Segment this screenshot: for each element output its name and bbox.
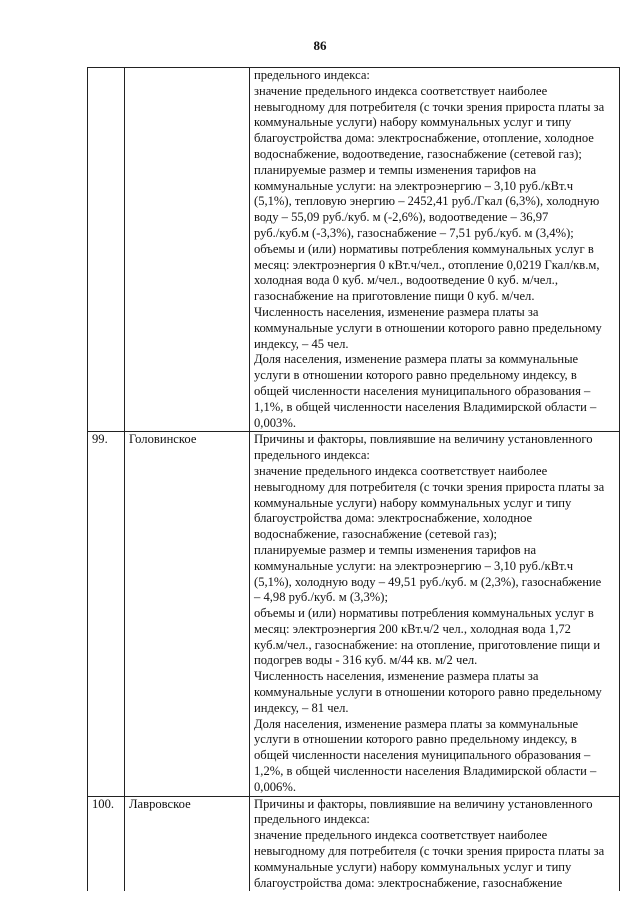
description-line: благоустройства дома: электроснабжение, отопление, холодное <box>254 131 594 146</box>
description-line: индексу, – 81 чел. <box>254 700 349 715</box>
description-line: Доля населения, изменение размера платы за коммунальные <box>254 352 579 367</box>
description-line: водоснабжение, газоснабжение (сетевой газ); <box>254 527 498 542</box>
description-line: общей численности населения муниципального образования – <box>254 748 591 763</box>
description-line: коммунальные услуги в отношении которого равно предельному <box>254 320 602 335</box>
description-line: воду – 55,09 руб./куб. м (-2,6%), водоотведение – 36,97 <box>254 210 549 225</box>
description-line: (5,1%), тепловую энергию – 2452,41 руб./Гкал (6,3%), холодную <box>254 194 600 209</box>
description-line: 0,006%. <box>254 779 296 794</box>
table-body <box>88 68 620 892</box>
municipality-name: Головинское <box>125 432 250 796</box>
description-line: (5,1%), холодную воду – 49,51 руб./куб. м (2,3%), газоснабжение <box>254 574 602 589</box>
table-row <box>88 432 620 796</box>
description-line: услуги в отношении которого равно предельному индексу, в <box>254 732 577 747</box>
description-line: предельного индекса: <box>254 812 370 827</box>
description-line: Причины и факторы, повлиявшие на величину установленного <box>254 432 593 447</box>
description-line: невыгодному для потребителя (с точки зрения прироста платы за <box>254 479 605 494</box>
description-line: благоустройства дома: электроснабжение, газоснабжение <box>254 875 563 890</box>
municipality-name: Лавровское <box>125 796 250 891</box>
table-row <box>88 796 620 891</box>
description-line: руб./куб.м (-3,3%), газоснабжение – 7,51 руб./куб. м (3,4%); <box>254 225 574 240</box>
description-cell <box>250 68 620 432</box>
description-line: общей численности населения муниципального образования – <box>254 383 591 398</box>
description-line: месяц: электроэнергия 200 кВт.ч/2 чел., холодная вода 1,72 <box>254 621 571 636</box>
description-line: коммунальные услуги в отношении которого равно предельному <box>254 685 602 700</box>
row-number: 99. <box>88 432 125 796</box>
description-line: планируемые размер и темпы изменения тарифов на <box>254 542 537 557</box>
description-line: индексу, – 45 чел. <box>254 336 349 351</box>
description-line: коммунальные услуги) набору коммунальных услуг и типу <box>254 115 572 130</box>
description-line: объемы и (или) нормативы потребления коммунальных услуг в <box>254 241 594 256</box>
description-line: 1,1%, в общей численности населения Владимирской области – <box>254 399 597 414</box>
description-line: объемы и (или) нормативы потребления коммунальных услуг в <box>254 606 594 621</box>
description-line: холодная вода 0 куб. м/чел., водоотведение 0 куб. м/чел., <box>254 273 558 288</box>
row-number <box>88 68 125 432</box>
description-line: Доля населения, изменение размера платы за коммунальные <box>254 716 579 731</box>
description-line: водоснабжение, водоотведение, газоснабжение (сетевой газ); <box>254 146 582 161</box>
description-line: планируемые размер и темпы изменения тарифов на <box>254 162 537 177</box>
row-number: 100. <box>88 796 125 891</box>
description-line: куб.м/чел., газоснабжение: на отопление, приготовление пищи и <box>254 637 601 652</box>
page-number: 86 <box>313 38 327 53</box>
description-line: значение предельного индекса соответствует наиболее <box>254 83 548 98</box>
description-line: услуги в отношении которого равно предельному индексу, в <box>254 368 577 383</box>
table-row <box>88 68 620 432</box>
indices-table <box>87 67 620 891</box>
description-line: предельного индекса: <box>254 68 370 82</box>
description-line: подогрев воды - 316 куб. м/44 кв. м/2 чел. <box>254 653 478 668</box>
municipality-name <box>125 68 250 432</box>
description-line: значение предельного индекса соответствует наиболее <box>254 463 548 478</box>
description-line: газоснабжение на приготовление пищи 0 куб. м/чел. <box>254 289 535 304</box>
description-line: невыгодному для потребителя (с точки зрения прироста платы за <box>254 844 605 859</box>
description-line: предельного индекса: <box>254 448 370 463</box>
description-line: невыгодному для потребителя (с точки зрения прироста платы за <box>254 99 605 114</box>
description-cell <box>250 432 620 796</box>
description-line: Причины и факторы, повлиявшие на величину установленного <box>254 796 593 811</box>
description-cell <box>250 796 620 891</box>
description-line: коммунальные услуги: на электроэнергию – 3,10 руб./кВт.ч <box>254 178 574 193</box>
description-line: месяц: электроэнергия 0 кВт.ч/чел., отопление 0,0219 Гкал/кв.м, <box>254 257 600 272</box>
description-line: Численность населения, изменение размера платы за <box>254 669 539 684</box>
description-line: 1,2%, в общей численности населения Владимирской области – <box>254 764 597 779</box>
description-line: коммунальные услуги) набору коммунальных услуг и типу <box>254 859 572 874</box>
description-line: значение предельного индекса соответствует наиболее <box>254 828 548 843</box>
description-line: коммунальные услуги) набору коммунальных услуг и типу <box>254 495 572 510</box>
description-line: – 4,98 руб./куб. м (3,3%); <box>254 590 388 605</box>
description-line: 0,003%. <box>254 415 296 430</box>
description-line: Численность населения, изменение размера платы за <box>254 304 539 319</box>
description-line: благоустройства дома: электроснабжение, холодное <box>254 511 533 526</box>
description-line: коммунальные услуги: на электроэнергию – 3,10 руб./кВт.ч <box>254 558 574 573</box>
